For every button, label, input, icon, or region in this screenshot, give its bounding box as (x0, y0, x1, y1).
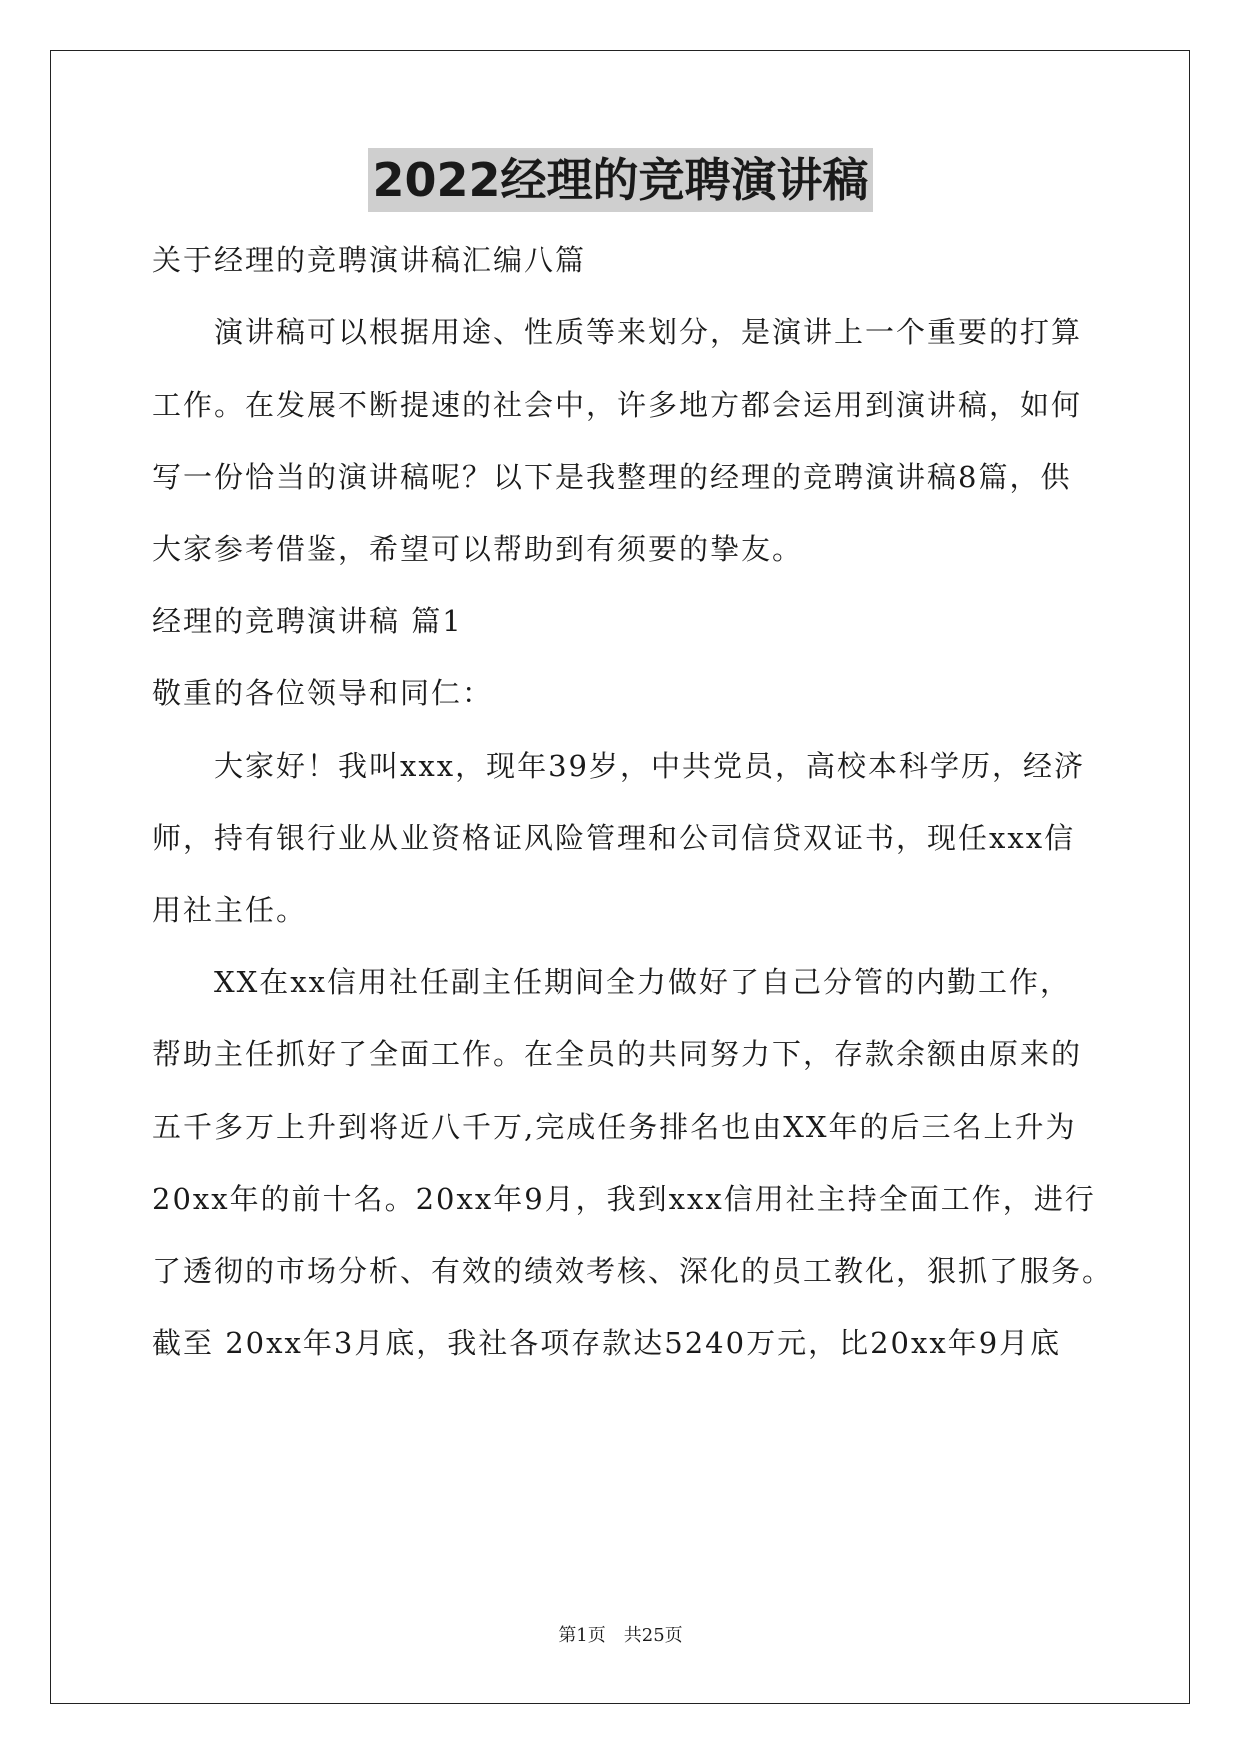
document-title-text: 2022经理的竞聘演讲稿 (368, 148, 872, 212)
text-line: 大家好！我叫xxx，现年39岁，中共党员，高校本科学历，经济 (152, 749, 1085, 783)
text-line: 用社主任。 (152, 893, 308, 927)
text-line: 师，持有银行业从业资格证风险管理和公司信贷双证书，现任xxx信 (152, 821, 1076, 855)
page-border (50, 50, 1190, 1704)
salutation: 敬重的各位领导和同仁： (152, 676, 494, 710)
text-line: 了透彻的市场分析、有效的绩效考核、深化的员工教化，狠抓了服务。 (152, 1254, 1114, 1288)
text-line: 20xx年的前十名。20xx年9月，我到xxx信用社主持全面工作，进行 (152, 1182, 1096, 1216)
text-line: 写一份恰当的演讲稿呢？以下是我整理的经理的竞聘演讲稿8篇，供 (152, 460, 1072, 494)
text-line: 演讲稿可以根据用途、性质等来划分，是演讲上一个重要的打算 (152, 315, 1083, 349)
page-footer (0, 1624, 1241, 1648)
text-line: 五千多万上升到将近八千万,完成任务排名也由XX年的后三名上升为 (152, 1110, 1077, 1144)
text-line: XX在xx信用社任副主任期间全力做好了自己分管的内勤工作， (152, 965, 1072, 999)
text-line: 大家参考借鉴，希望可以帮助到有须要的挚友。 (152, 532, 804, 566)
section-heading: 经理的竞聘演讲稿 篇1 (152, 604, 463, 638)
page-number: 第1页 共25页 (558, 1625, 683, 1646)
text-line: 截至 20xx年3月底，我社各项存款达5240万元，比20xx年9月底 (152, 1326, 1062, 1360)
document-title (0, 148, 1241, 212)
text-line: 工作。在发展不断提速的社会中，许多地方都会运用到演讲稿，如何 (152, 388, 1083, 422)
text-line: 帮助主任抓好了全面工作。在全员的共同努力下，存款余额由原来的 (152, 1037, 1083, 1071)
text-line: 关于经理的竞聘演讲稿汇编八篇 (152, 243, 587, 277)
